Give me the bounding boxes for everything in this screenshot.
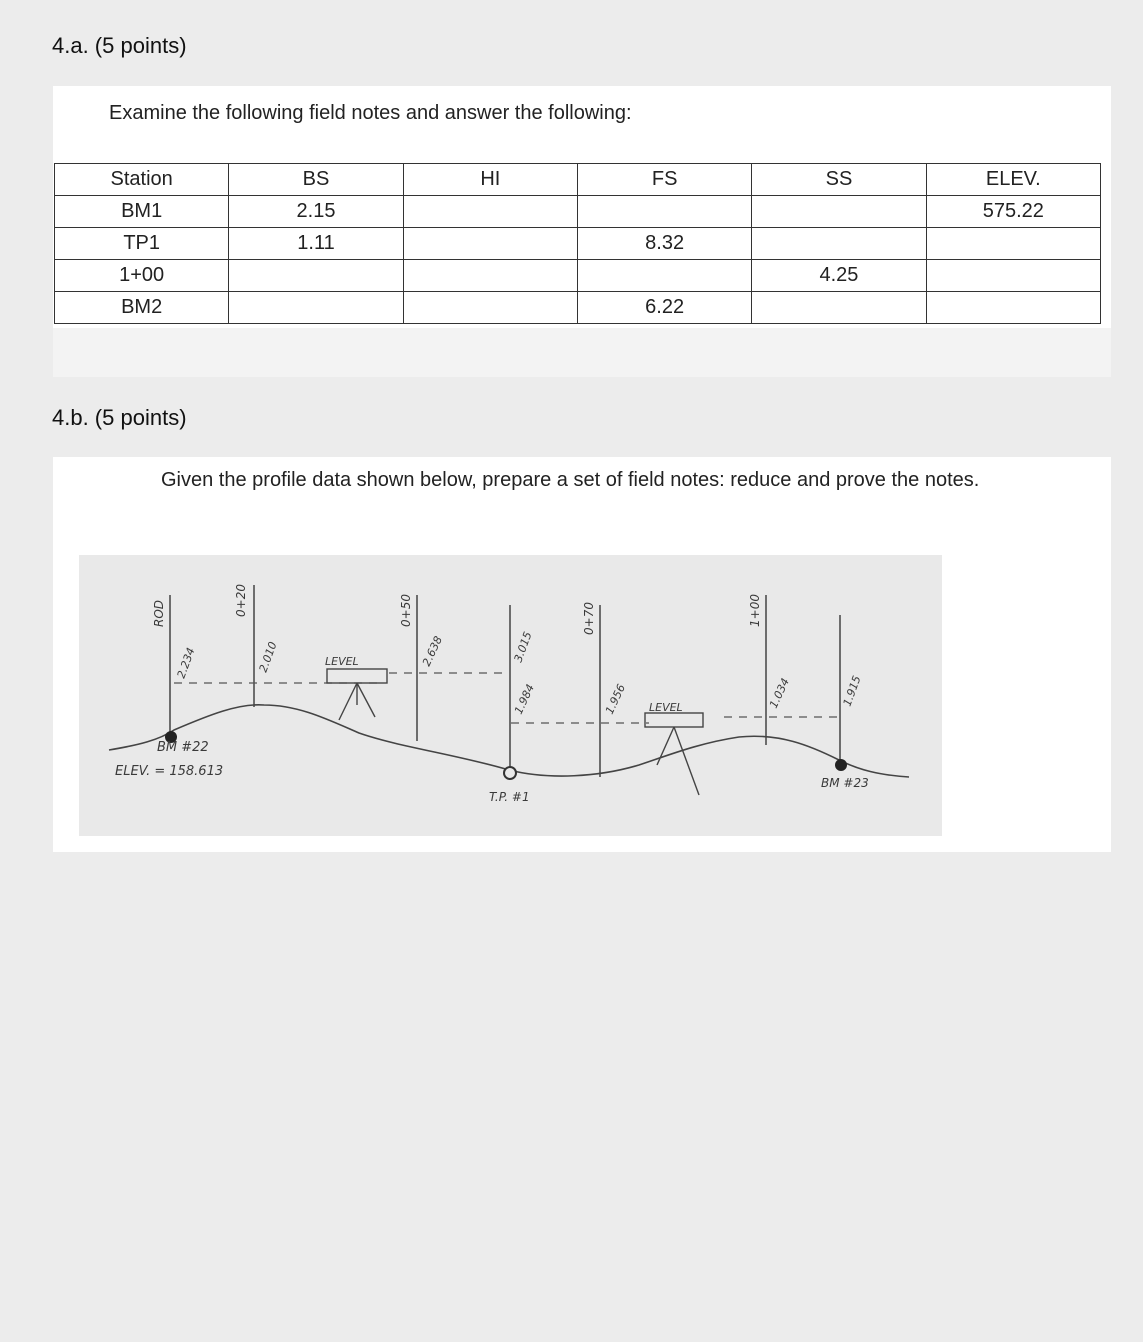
column-header: HI (403, 164, 577, 196)
table-cell (403, 228, 577, 260)
rod-reading: 1.956 (602, 682, 629, 717)
table-cell: 8.32 (577, 228, 751, 260)
station-label: 0+50 (399, 594, 413, 627)
column-header: FS (577, 164, 751, 196)
question-4b-prompt: Given the profile data shown below, prepare a set of field notes: reduce and prove the notes. (161, 469, 980, 491)
rod-reading: 1.915 (840, 673, 864, 709)
table-row (55, 260, 1101, 292)
table-row (55, 292, 1101, 324)
table-cell (926, 292, 1100, 324)
level-instrument (327, 669, 387, 720)
table-cell: 6.22 (577, 292, 751, 324)
rod-reading: 2.234 (174, 645, 198, 681)
rod-label: ROD (152, 599, 166, 627)
benchmark-end-marker (835, 759, 847, 771)
table-cell: BM1 (55, 196, 229, 228)
column-header: ELEV. (926, 164, 1100, 196)
station-label: 1+00 (748, 594, 762, 627)
table-cell (403, 196, 577, 228)
question-4b-panel (53, 457, 1111, 852)
table-cell (926, 260, 1100, 292)
table-cell: BM2 (55, 292, 229, 324)
table-cell (752, 228, 926, 260)
question-4b-heading: 4.b. (5 points) (52, 405, 187, 430)
table-cell (403, 260, 577, 292)
table-cell (229, 292, 403, 324)
field-notes-table (54, 163, 1101, 324)
rod-reading: 1.984 (511, 682, 538, 717)
table-header-row (55, 164, 1101, 196)
station-label: 0+70 (582, 602, 596, 635)
benchmark-end-label: BM #23 (821, 776, 869, 790)
table-cell: 2.15 (229, 196, 403, 228)
table-cell: 1+00 (55, 260, 229, 292)
level-label: LEVEL (325, 655, 359, 668)
question-4a-heading: 4.a. (5 points) (52, 33, 187, 58)
table-cell (577, 196, 751, 228)
turning-point-marker (504, 767, 516, 779)
rod-reading: 2.010 (256, 639, 280, 675)
rod-reading: 1.034 (766, 676, 793, 711)
column-header: Station (55, 164, 229, 196)
table-cell: TP1 (55, 228, 229, 260)
table-cell: 4.25 (752, 260, 926, 292)
station-label: 0+20 (234, 584, 248, 617)
table-cell (752, 196, 926, 228)
rod-reading: 2.638 (419, 634, 446, 669)
profile-sketch-drawing (79, 555, 942, 836)
column-header: BS (229, 164, 403, 196)
table-cell: 1.11 (229, 228, 403, 260)
benchmark-start-label: BM #22 (157, 740, 209, 755)
level-label: LEVEL (649, 701, 683, 714)
question-4a-prompt: Examine the following field notes and answer the following: (109, 102, 632, 124)
table-cell (926, 228, 1100, 260)
question-4a-panel (53, 86, 1111, 377)
profile-sketch (79, 555, 942, 836)
table-cell: 575.22 (926, 196, 1100, 228)
table-cell (229, 260, 403, 292)
level-instrument (645, 713, 703, 795)
panel-footer-strip (53, 328, 1111, 377)
turning-point-label: T.P. #1 (489, 790, 530, 804)
table-row (55, 228, 1101, 260)
table-row (55, 196, 1101, 228)
benchmark-start-elevation: ELEV. = 158.613 (115, 764, 224, 779)
table-cell (577, 260, 751, 292)
rod-reading: 3.015 (511, 629, 535, 665)
table-cell (752, 292, 926, 324)
column-header: SS (752, 164, 926, 196)
table-cell (403, 292, 577, 324)
